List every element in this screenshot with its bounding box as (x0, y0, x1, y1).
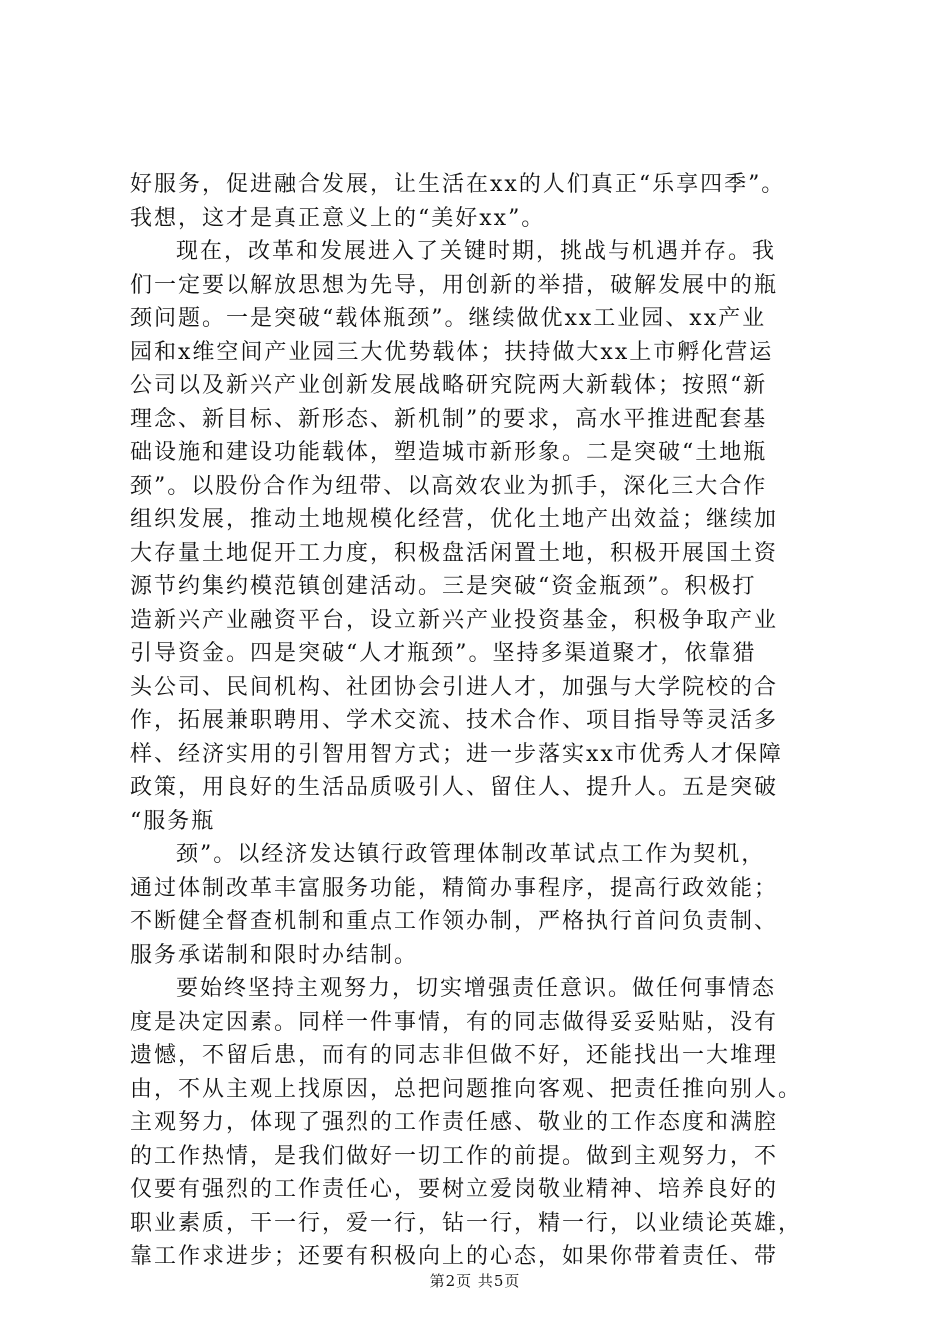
text-line: 的工作热情，是我们做好一切工作的前提。做到主观努力，不 (130, 1143, 779, 1169)
text-line: 职业素质，干一行，爱一行，钻一行，精一行，以业绩论英雄， (130, 1210, 803, 1236)
paragraph-start-line: 现在，改革和发展进入了关键时期，挑战与机遇并存。我 (176, 239, 777, 264)
text-line: 公司以及新兴产业创新发展战略研究院两大新载体；按照“新 (130, 373, 768, 398)
text-line: 造新兴产业融资平台，设立新兴产业投资基金，积极争取产业 (130, 607, 779, 633)
text-line: 仅要有强烈的工作责任心，要树立爱岗敬业精神、培养良好的 (130, 1177, 779, 1202)
text-line: 不断健全督查机制和重点工作领办制，严格执行首问负责制、 (130, 909, 779, 934)
text-line: 遗憾，不留后患，而有的同志非但做不好，还能找出一大堆理 (130, 1043, 779, 1068)
text-line: 靠工作求进步；还要有积极向上的心态，如果你带着责任、带 (130, 1244, 779, 1269)
text-line: 颈问题。一是突破“载体瓶颈”。继续做优xx工业园、xx产业 (130, 306, 767, 331)
text-line: 理念、新目标、新形态、新机制”的要求，高水平推进配套基 (130, 406, 768, 432)
text-line: 由，不从主观上找原因，总把问题推向客观、把责任推向别人。 (130, 1076, 803, 1102)
text-line: “服务瓶 (130, 808, 216, 834)
text-line: 颈”。以股份合作为纽带、以高效农业为抓手，深化三大合作 (130, 473, 768, 499)
text-line: 度是决定因素。同样一件事情，有的同志做得妥妥贴贴，没有 (130, 1009, 779, 1035)
text-line: 样、经济实用的引智用智方式；进一步落实xx市优秀人才保障 (130, 741, 783, 767)
text-line: 主观努力，体现了强烈的工作责任感、敬业的工作态度和满腔 (130, 1110, 779, 1135)
text-line: 作，拓展兼职聘用、学术交流、技术合作、项目指导等灵活多 (130, 708, 779, 733)
text-line: 大存量土地促开工力度，积极盘活闲置土地，积极开展国土资 (130, 540, 779, 566)
text-line: 好服务，促进融合发展，让生活在xx的人们真正“乐享四季”。 (130, 172, 786, 197)
paragraph-start-line: 颈”。以经济发达镇行政管理体制改革试点工作为契机， (176, 842, 766, 867)
paragraph-start-line: 要始终坚持主观努力，切实增强责任意识。做任何事情态 (176, 976, 777, 1001)
text-line: 通过体制改革丰富服务功能，精简办事程序，提高行政效能； (130, 875, 779, 901)
page-number-footer: 第2页 共5页 (429, 1272, 521, 1290)
text-line: 我想，这才是真正意义上的“美好xx”。 (130, 205, 546, 231)
text-line: 们一定要以解放思想为先导，用创新的举措，破解发展中的瓶 (130, 272, 779, 298)
text-line: 组织发展，推动土地规模化经营，优化土地产出效益；继续加 (130, 507, 779, 532)
text-line: 础设施和建设功能载体，塑造城市新形象。二是突破“土地瓶 (130, 440, 768, 465)
text-line: 引导资金。四是突破“人才瓶颈”。坚持多渠道聚才，依靠猎 (130, 641, 757, 666)
text-line: 政策，用良好的生活品质吸引人、留住人、提升人。五是突破 (130, 775, 779, 800)
text-line: 头公司、民间机构、社团协会引进人才，加强与大学院校的合 (130, 674, 779, 700)
text-line: 服务承诺制和限时办结制。 (130, 942, 419, 968)
body-text (130, 168, 830, 1274)
text-line: 源节约集约模范镇创建活动。三是突破“资金瓶颈”。积极打 (130, 574, 757, 599)
text-line: 园和x维空间产业园三大优势载体；扶持做大xx上市孵化营运 (130, 339, 774, 365)
